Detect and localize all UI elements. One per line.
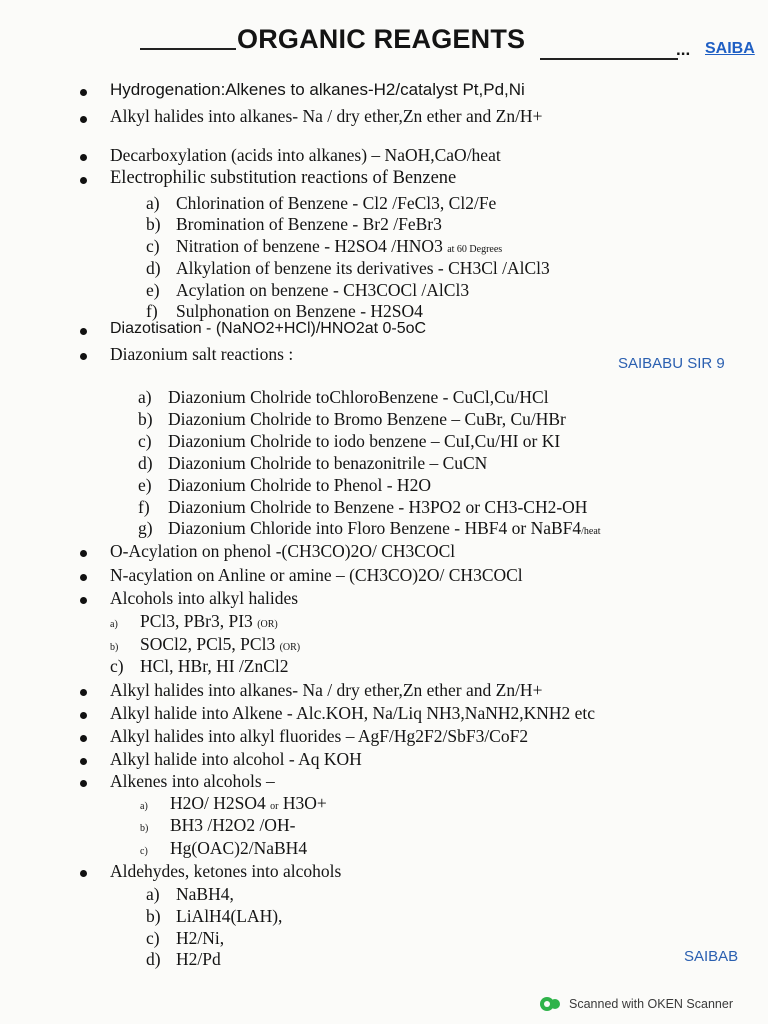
item-alkyl-halide-alcohol: Alkyl halide into alcohol - Aq KOH [110,749,362,769]
bullet-dot [80,177,87,184]
item-alkyl-halides-alkanes-2: Alkyl halides into alkanes- Na / dry ether,Zn ether and Zn/H+ [110,680,543,700]
item-diazonium-reactions: Diazonium salt reactions : [110,344,294,364]
sub-diazo-nitrile: d) Diazonium Cholride to benazonitrile – CuCN [138,453,488,473]
bullet-dot [80,689,87,696]
sub-thionyl-chloride: b) SOCl2, PCl5, PCl3 (OR) [110,634,301,654]
item-o-acylation: O-Acylation on phenol -(CH3CO)2O/ CH3COCl [110,541,456,561]
item-electrophilic: Electrophilic substitution reactions of Benzene [110,168,457,188]
sub-sulphonation: f) Sulphonation on Benzene - H2SO4 [146,301,423,321]
item-decarboxylation: Decarboxylation (acids into alkanes) – NaOH,CaO/heat [110,145,501,165]
bullet-dot [80,154,87,161]
bullet-dot [80,735,87,742]
item-hydrogenation: Hydrogenation:Alkenes to alkanes-H2/catalyst Pt,Pd,Ni [110,80,525,99]
brand-link[interactable]: SAIBA [705,40,755,57]
sub-nabh4: a) NaBH4, [146,884,234,904]
item-alkyl-fluorides: Alkyl halides into alkyl fluorides – AgF/Hg2F2/SbF3/CoF2 [110,726,529,746]
sub-diazo-bromo: b) Diazonium Cholride to Bromo Benzene – CuBr, Cu/HBr [138,409,566,429]
sub-diazo-benzene: f) Diazonium Cholride to Benzene - H3PO2 or CH3-CH2-OH [138,497,588,517]
sub-diazo-chloro: a) Diazonium Cholride toChloroBenzene - CuCl,Cu/HCl [138,387,549,407]
bullet-dot [80,870,87,877]
bullet-dot [80,116,87,123]
page-title: ORGANIC REAGENTS [237,24,526,54]
bullet-dot [80,780,87,787]
bullet-dot [80,597,87,604]
sub-phosphorus-halides: a) PCl3, PBr3, PI3 (OR) [110,611,278,631]
sub-hydroboration: b) BH3 /H2O2 /OH- [140,815,296,835]
item-alkyl-halides-alkanes: Alkyl halides into alkanes- Na / dry ether,Zn ether and Zn/H+ [110,106,543,126]
header-ellipsis: ... [676,40,691,59]
item-alcohols-alkyl-halides: Alcohols into alkyl halides [110,588,299,608]
sub-chlorination: a) Chlorination of Benzene - Cl2 /FeCl3, Cl2/Fe [146,193,497,213]
title-underline-left [140,48,236,50]
sub-hydrogen-halides: c) HCl, HBr, HI /ZnCl2 [110,656,289,676]
sub-acylation: e) Acylation on benzene - CH3COCl /AlCl3 [146,280,470,300]
item-n-acylation: N-acylation on Anline or amine – (CH3CO)2O/ CH3COCl [110,565,523,585]
watermark-mid: SAIBABU SIR 9 [618,355,725,372]
bullet-dot [80,758,87,765]
sub-diazo-floro: g) Diazonium Chloride into Floro Benzene - HBF4 or NaBF4/heat [138,518,601,538]
sub-nitration: c) Nitration of benzene - H2SO4 /HNO3 at 60 Degrees [146,236,503,256]
sub-diazo-iodo: c) Diazonium Cholride to iodo benzene – CuI,Cu/HI or KI [138,431,561,451]
sub-alkylation: d) Alkylation of benzene its derivatives - CH3Cl /AlCl3 [146,258,550,278]
item-diazotisation: Diazotisation - (NaNO2+HCl)/HNO2at 0-5oC [110,320,427,337]
bullet-dot [80,89,87,96]
bullet-dot [80,712,87,719]
item-alkyl-halide-alkene: Alkyl halide into Alkene - Alc.KOH, Na/Liq NH3,NaNH2,KNH2 etc [110,703,596,723]
sub-lialh4: b) LiAlH4(LAH), [146,906,283,926]
sub-h2-ni: c) H2/Ni, [146,928,225,948]
sub-diazo-phenol: e) Diazonium Cholride to Phenol - H2O [138,475,431,495]
bullet-dot [80,550,87,557]
bullet-dot [80,574,87,581]
item-alkenes-alcohols: Alkenes into alcohols – [110,771,275,791]
bullet-dot [80,328,87,335]
title-underline-right [540,58,678,60]
scanner-credit: Scanned with OKEN Scanner [569,997,733,1011]
sub-acid-hydration: a) H2O/ H2SO4 or H3O+ [140,793,327,813]
scanner-logo-icon-dot [550,999,560,1009]
bullet-dot [80,353,87,360]
sub-oxymercuration: c) Hg(OAC)2/NaBH4 [140,838,308,858]
sub-h2-pd: d) H2/Pd [146,949,221,969]
watermark-bottom: SAIBAB [684,948,739,965]
sub-bromination: b) Bromination of Benzene - Br2 /FeBr3 [146,214,442,234]
item-aldehydes-ketones: Aldehydes, ketones into alcohols [110,861,342,881]
